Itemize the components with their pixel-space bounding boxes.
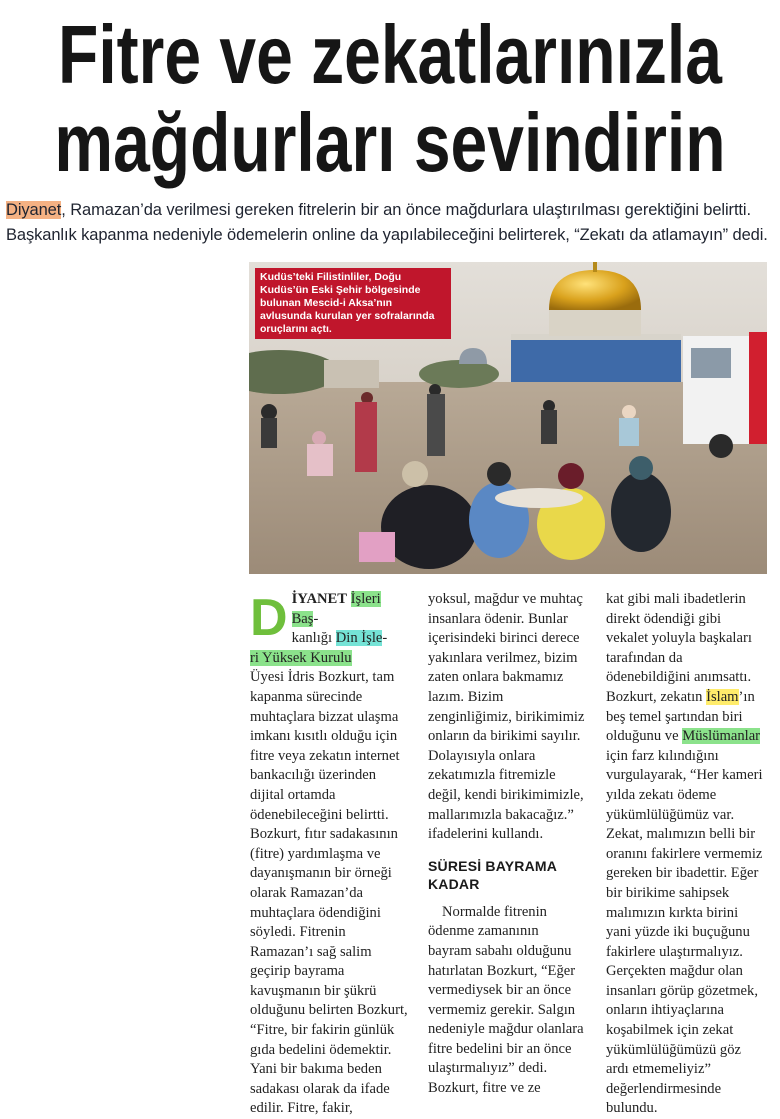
dropcap: D: [250, 589, 288, 647]
headline-line-2: mağdurları sevindirin: [54, 95, 726, 189]
diyanet-lead: İYANET İşleri Baş- kanlığı Din İşle- ri Yüksek Kurulu: [250, 591, 388, 666]
col2-text: yoksul, mağdur ve muhtaç insanlara ödenir. Bunlar içerisindeki birinci derece yakınlara verilmez, bizim zaten onlara bakmamız lazım. Bizim zenginliğimiz, birikimimiz onların da birikimi sayılır. Dolayısıyla onlara zekatımızla fitremizle değil, kendi birikimimizle, mallarımızla bakacağız.” ifadelerini kullandı.: [428, 591, 585, 843]
headline-line-1: Fitre ve zekatlarınızla: [58, 7, 722, 101]
article-column-1: [250, 590, 408, 1119]
lede-text: , Ramazan’da verilmesi gereken fitrelerin bir an önce mağdurlara ulaştırılması gerektiğini belirtti. Başkanlık kapanma nedeniyle ödemelerin online da yapılabileceğini belirterek, “Zekatı da atlamayın” dedi.: [6, 201, 768, 244]
subhead: SÜRESİ BAYRAMA KADAR: [428, 857, 557, 892]
dome-spire: [593, 262, 597, 272]
lede-diyanet-highlight: Diyanet: [6, 201, 62, 219]
col2-text-b: Normalde fitrenin ödenme zamanının bayram sabahı olduğunu hatırlatan Bozkurt, “Eğer vermediysek bir an önce vermemiz gerekir. Salgın nedeniyle mağdur olanlara fitre bedelini bir an önce ulaştırmalıyız” dedi. Bozkurt, fitre ve ze: [428, 903, 584, 1097]
arcade-building: [324, 360, 379, 388]
islam-highlight: İslam: [706, 688, 739, 705]
lede-paragraph: [6, 198, 776, 248]
truck-stripe: [749, 332, 767, 444]
dome-rock-base: [511, 334, 681, 382]
truck-wheel: [709, 434, 733, 458]
news-photo: [249, 262, 767, 574]
body-diyanet: İYANET: [291, 591, 347, 607]
photo-caption: Kudüs’teki Filistinliler, Doğu Kudüs’ün Eski Şehir bölgesinde bulunan Mescid-i Aksa’nın avlusunda kurulan yer sofralarında oruçlarını açtı.: [255, 268, 451, 339]
dome-drum: [549, 308, 641, 336]
truck-window: [691, 348, 731, 378]
article-column-2: [428, 590, 586, 1099]
muslumanlar-highlight: Müslümanlar: [682, 728, 761, 745]
isleri-bas-highlight: İşleri Baş: [291, 591, 381, 627]
article-column-3: [606, 590, 764, 1119]
kanligi-text: kanlığı: [291, 630, 333, 647]
col3-text-a: kat gibi mali ibadetlerin direkt ödendiği gibi vekalet yoluyla başkaları tarafından da ödenebildiğini anımsattı. Bozkurt, zekatın: [606, 591, 752, 705]
col3-text-c: için farz kılındığını vurgulayarak, “Her kameri yılda zekatı ödeme yükümlülüğümüz var. Zekat, malımızın belli bir oranını fakirlere vermemiz gereken bir ibadettir. Eğer bir birikime sahipsek malımızın kırkta birini yani yüzde iki buçuğunu fakirlere ulaştırmalıyız. Gerçekten mağdur olan insanları görüp gözetmek, onların ihtiyaçlarına koşabilmek için zekat yükümlülüğümüzü göz ardı etmemeliyiz” değerlendirmesinde bulundu.: [606, 747, 763, 1117]
yuksek-kurulu-highlight: ri Yüksek Kurulu: [250, 649, 352, 666]
trees-mid: [419, 360, 499, 388]
col3-text-b: ’ın beş temel şartından biri olduğunu ve: [606, 688, 755, 745]
col1-text: Üyesi İdris Bozkurt, tam kapanma sürecinde muhtaçlara bizzat ulaşma imkanı kısıtlı olduğu için fitre veya zekatın internet bankacılığı üzerinden dijital ortamda ödenebileceğini belirtti. Bozkurt, fıtır sadakasının (fitre) yardımlaşma ve dayanışmanın bir örneği olarak Ramazan’da muhtaçlara ödendiğini söyledi. Fitrenin Ramazan’ı sağ salim geçirip bayrama kavuşmanın bir şükrü olduğunu belirten Bozkurt, “Fitre, bir fakirin günlük gıda bedelini ödemektir. Yani bir bakıma beden sadakası olarak da ifade edilir. Fitre, fakir,: [250, 669, 408, 1117]
din-isle-highlight: Din İşle: [335, 630, 383, 647]
